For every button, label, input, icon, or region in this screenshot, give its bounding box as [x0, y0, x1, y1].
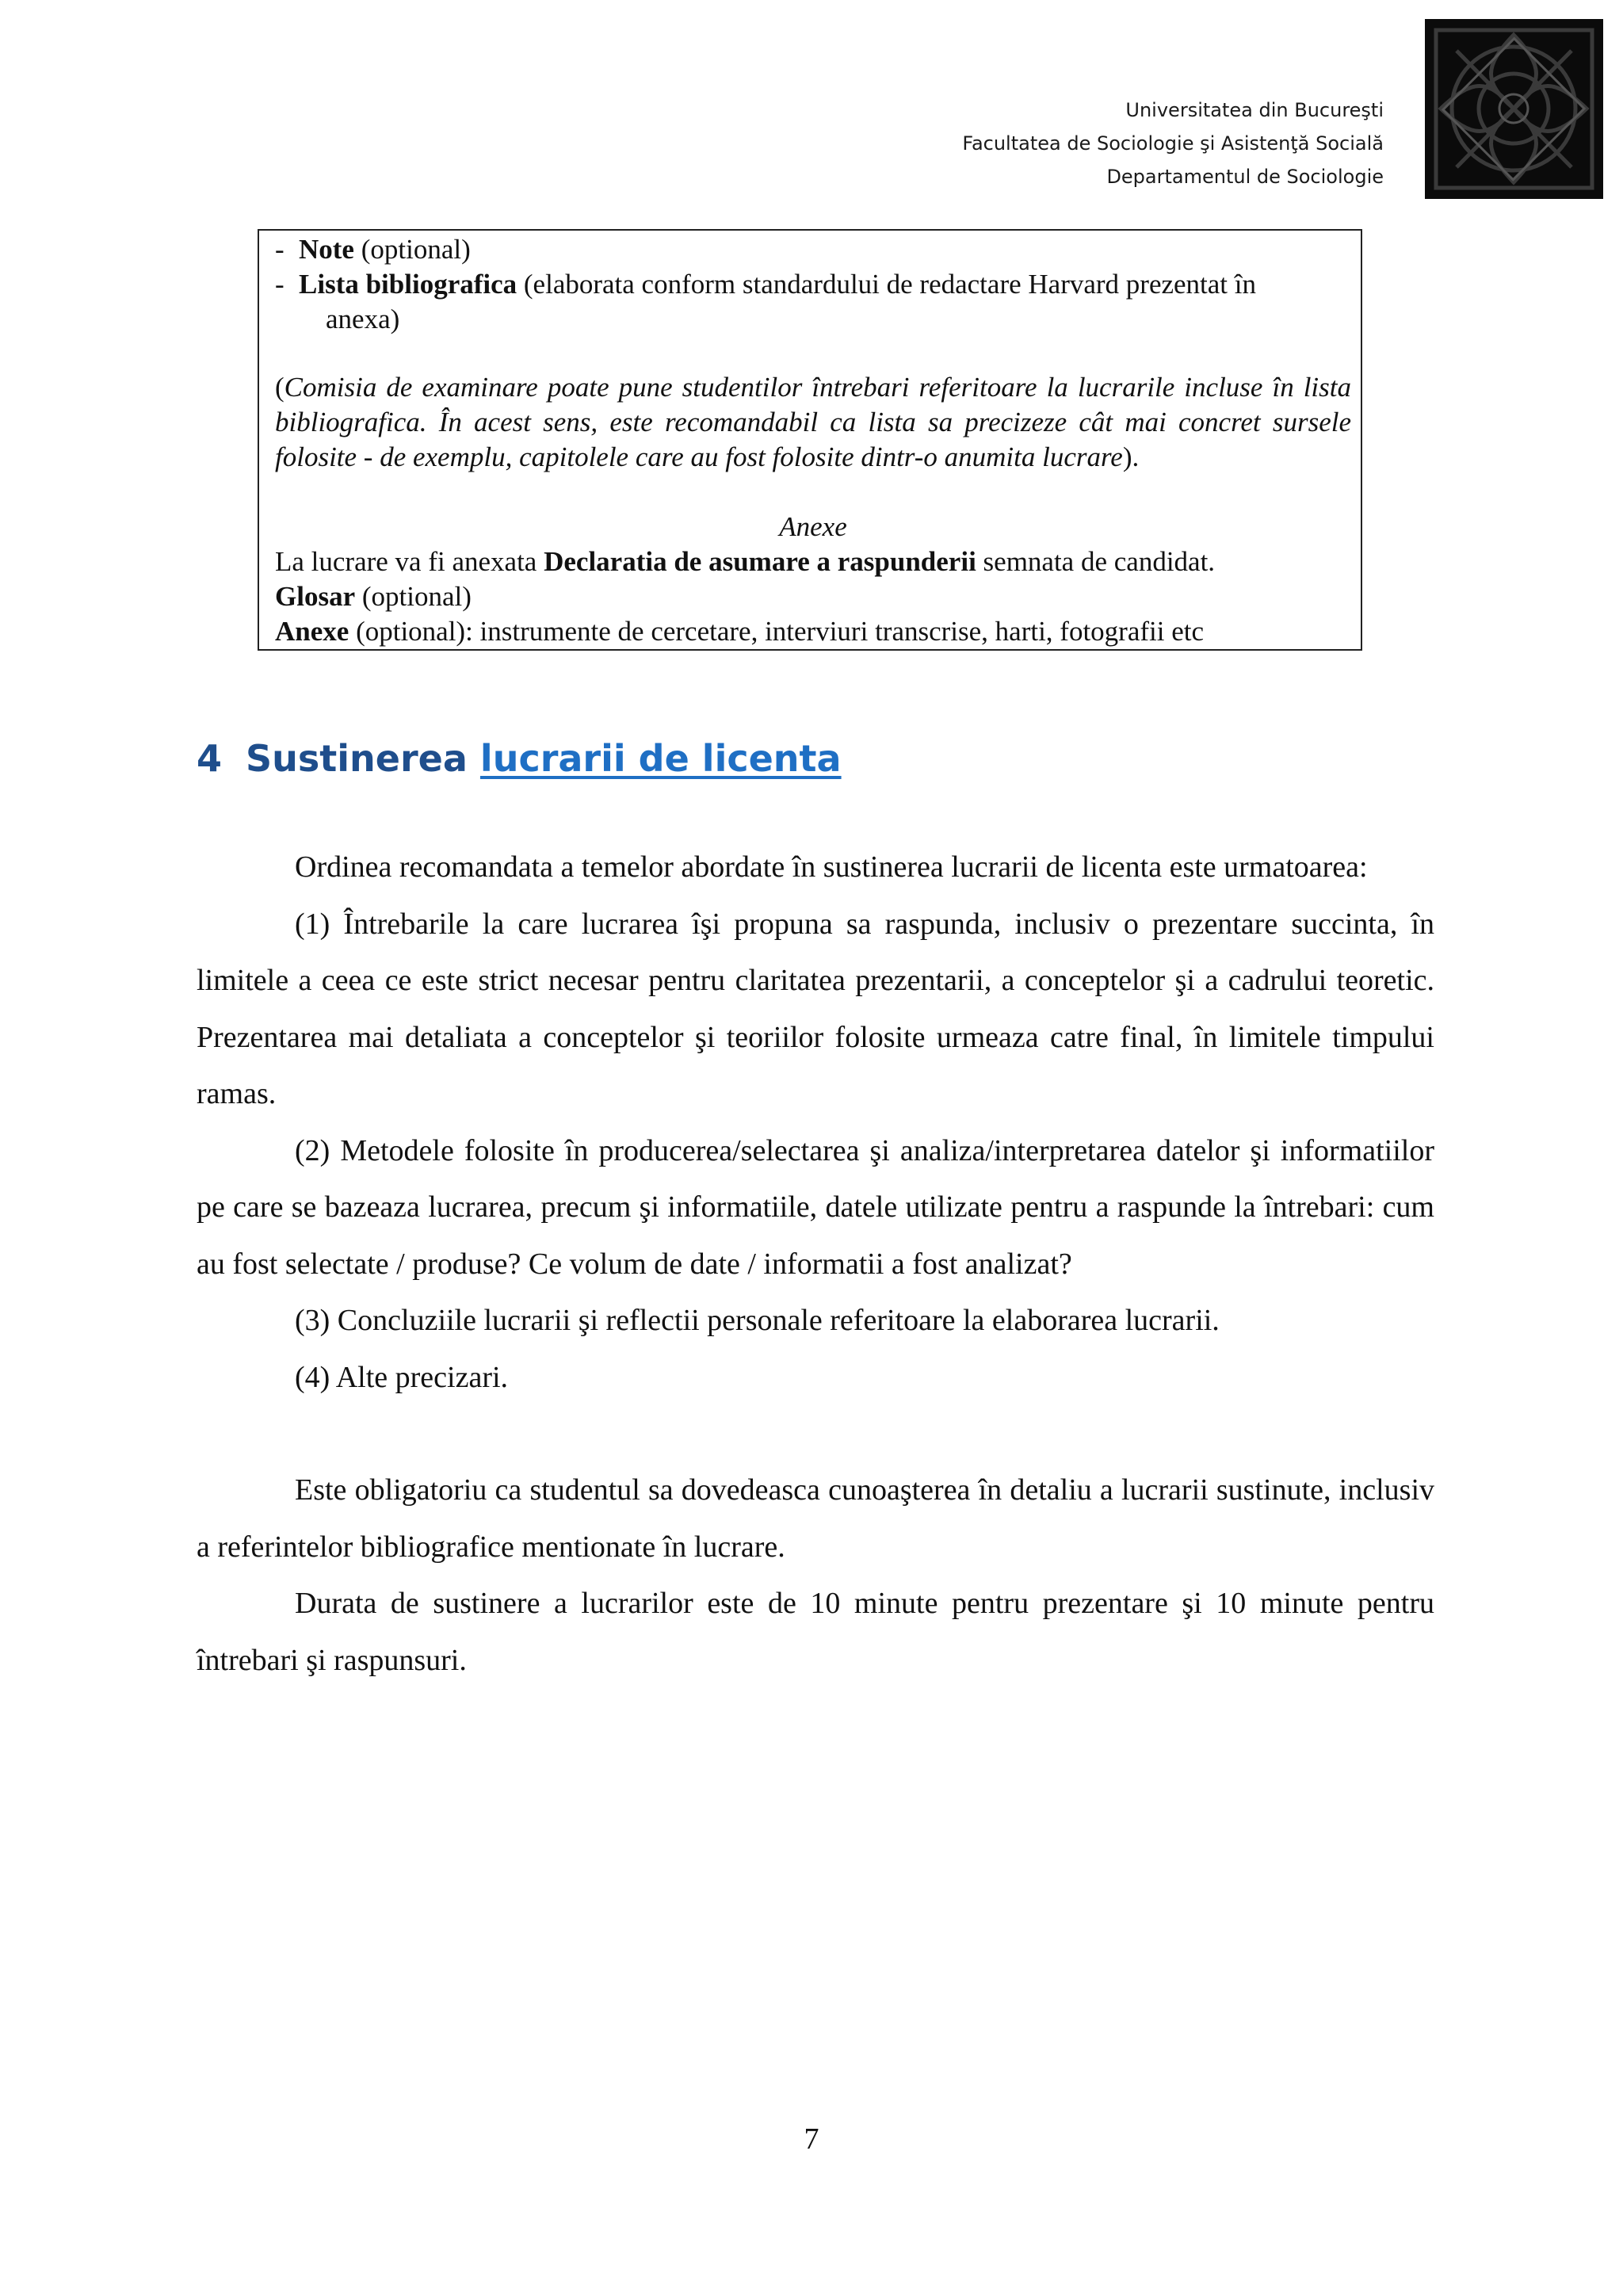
annexes-label: Anexe: [275, 616, 349, 647]
paragraph-item-4: (4) Alte precizari.: [295, 1360, 509, 1394]
glossary-label: Glosar: [275, 581, 356, 612]
header-university: Universitatea din Bucureşti: [1125, 99, 1384, 121]
bibliography-label: Lista bibliografica: [299, 269, 517, 300]
paragraph-item-2: (2) Metodele folosite în producerea/selectarea şi analiza/interpretarea datelor şi informatiilor pe care se bazeaza lucrarea, precum şi informatiile, datele utilizate pentru a raspunde la întrebari: cum au fost selectate / produse? Ce volum de date / informatii a fost analizat?: [197, 1133, 1434, 1281]
header-department: Departamentul de Sociologie: [1106, 166, 1384, 188]
declaration-label: Declaratia de asumare a raspunderii: [544, 546, 976, 577]
declaration-line: La lucrare va fi anexata Declaratia de asumare a raspunderii semnata de candidat.: [275, 546, 1216, 577]
paragraph-obligation: Este obligatoriu ca studentul sa dovedeasca cunoaşterea în detaliu a lucrarii sustinute, inclusiv a referintelor bibliografice mentionate în lucrare.: [197, 1473, 1434, 1564]
section-heading: [197, 737, 842, 780]
annexes-title: Anexe: [779, 511, 847, 542]
page-header: [962, 94, 1384, 193]
body-text: [197, 839, 1434, 1689]
paragraph-order: Ordinea recomandata a temelor abordate în sustinerea lucrarii de licenta este urmatoarea:: [295, 850, 1368, 884]
content-box: [258, 229, 1362, 651]
note-text: (optional): [353, 234, 471, 265]
bibliography-continuation: anexa): [326, 304, 400, 334]
celtic-knot-icon: [1425, 19, 1603, 199]
paragraph-item-1: (1) Întrebarile la care lucrarea îşi propuna sa raspunda, inclusiv o prezentare succinta, în limitele a ceea ce este strict necesar pentru claritatea prezentarii, a conceptelor şi a cadrului teoretic. Prezentarea mai detaliata a conceptelor şi teoriilor folosite urmeaza catre final, în limitele timpului ramas.: [197, 907, 1434, 1110]
paragraph-duration: Durata de sustinere a lucrarilor este de 10 minute pentru prezentare şi 10 minute pentru întrebari şi raspunsuri.: [197, 1587, 1434, 1677]
section-number: 4: [197, 737, 223, 780]
glossary-line: Glosar (optional): [275, 581, 472, 612]
section-title-link[interactable]: lucrarii de licenta: [479, 737, 842, 780]
page-number: 7: [804, 2122, 819, 2156]
university-logo: [1425, 19, 1603, 199]
annexes-line: Anexe (optional): instrumente de cercetare, interviuri transcrise, harti, fotografii etc: [275, 616, 1205, 647]
bibliography-item: - Lista bibliografica (elaborata conform standardului de redactare Harvard prezentat în anexa): [275, 267, 1351, 337]
note-label: Note: [299, 234, 354, 265]
note-item: - Note (optional): [275, 234, 471, 265]
section-title: Sustinerea: [246, 737, 468, 780]
bibliography-text: (elaborata conform standardului de redactare Harvard prezentat în: [517, 269, 1257, 300]
commission-note: (Comisia de examinare poate pune studentilor întrebari referitoare la lucrarile incluse în lista bibliografica. În acest sens, este recomandabil ca lista sa precizeze cât mai concret sursele folosite - de exemplu, capitolele care au fost folosite dintr-o anumita lucrare).: [275, 372, 1351, 472]
paragraph-item-3: (3) Concluziile lucrarii şi reflectii personale referitoare la elaborarea lucrarii.: [295, 1304, 1220, 1337]
commission-note-italic: Comisia de examinare poate pune studentilor întrebari referitoare la lucrarile incluse în lista bibliografica. În acest sens, este recomandabil ca lista sa precizeze cât mai concret sursele folosite - de exemplu, capitolele care au fost folosite dintr-o anumita lucrare: [275, 372, 1351, 472]
header-faculty: Facultatea de Sociologie şi Asistenţă Socială: [962, 132, 1384, 155]
